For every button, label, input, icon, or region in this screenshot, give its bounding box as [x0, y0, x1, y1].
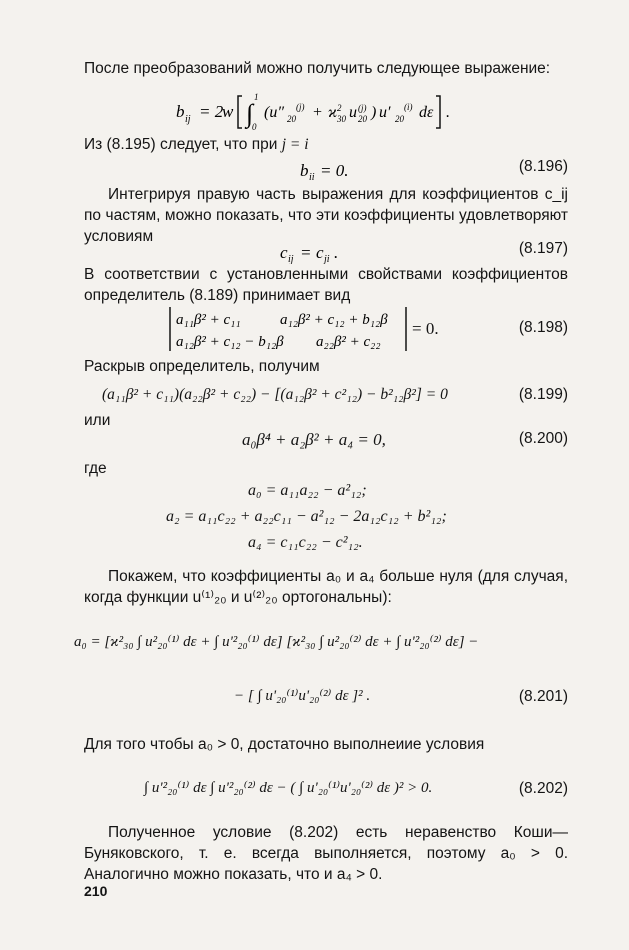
equation-8-197 — [84, 240, 568, 264]
svg-text:=: = — [300, 243, 312, 262]
svg-text:20: 20 — [287, 114, 296, 124]
equation-8-202 — [84, 766, 568, 812]
page-number: 210 — [84, 883, 108, 899]
svg-text:ϰ: ϰ — [328, 104, 337, 121]
paragraph-intro: После преобразований можно получить следующее выражение: — [84, 60, 551, 77]
svg-text:c: c — [280, 243, 288, 262]
svg-text:30: 30 — [337, 114, 346, 124]
svg-text:ii: ii — [309, 172, 315, 182]
equation-8-199-body: (a₁₁β² + c₁₁)(a₂₂β² + c₂₂) − [(a₁₂β² + c²₁₂) − b²₁₂β²] = 0 — [102, 386, 448, 403]
determinant-graphic — [84, 306, 568, 352]
svg-text:= 2: = 2 — [199, 102, 224, 121]
definition-a2-body: a₂ = a₁₁c₂₂ + a₂₂c₁₁ − a²₁₂ − 2a₁₂c₁₂ + b²₁₂; — [166, 508, 447, 525]
svg-text:20: 20 — [395, 114, 404, 124]
svg-text:∫: ∫ — [246, 99, 254, 128]
svg-text:(i): (i) — [404, 102, 413, 112]
svg-text:1: 1 — [254, 92, 259, 102]
equation-8-202-body: ∫ u'²₂₀⁽¹⁾ dε ∫ u'²₂₀⁽²⁾ dε − ( ∫ u'₂₀⁽¹⁾u'₂₀⁽²⁾ dε )² > 0. — [144, 780, 433, 796]
equation-number-8-198: (8.198) — [518, 319, 568, 336]
equation-number-8-199: (8.199) — [518, 386, 568, 403]
svg-text:= 0.: = 0. — [320, 161, 349, 180]
svg-text:ji: ji — [324, 254, 330, 264]
svg-text:b: b — [300, 161, 309, 180]
equation-number-8-202: (8.202) — [518, 780, 568, 797]
svg-text:+: + — [312, 104, 323, 121]
determinant-rhs: = 0. — [412, 319, 439, 338]
equation-8-198 — [84, 306, 568, 352]
equation-number-8-197: (8.197) — [518, 240, 568, 257]
svg-text:w: w — [222, 102, 234, 121]
paragraph-from-8-195 — [84, 134, 568, 155]
svg-text:(j): (j) — [358, 103, 367, 113]
equation-number-8-196: (8.196) — [518, 158, 568, 175]
paragraph-determinant-intro: В соответствии с установленными свойствами коэффициентов определитель (8.189) принимает вид — [84, 266, 568, 304]
paragraph-expand-determinant: Раскрыв определитель, получим — [84, 358, 320, 375]
svg-text:2: 2 — [337, 103, 342, 113]
paragraph-show-coefficients: Покажем, что коэффициенты a₀ и a₄ больше нуля (для случая, когда функции u⁽¹⁾₂₀ и u⁽²⁾₂₀ ортогональны): — [84, 568, 568, 606]
equation-8-199 — [84, 386, 568, 410]
equation-8-197-graphic — [84, 240, 484, 264]
svg-text:a₁₁β² + c₁₁: a₁₁β² + c₁₁ — [176, 312, 241, 328]
svg-text:c: c — [316, 243, 324, 262]
equation-8-196 — [84, 158, 568, 182]
svg-text:ij: ij — [185, 114, 191, 125]
paragraph-condition: Для того чтобы a₀ > 0, достаточно выполнеиие условия — [84, 736, 485, 753]
paragraph-cauchy: Полученное условие (8.202) есть неравенство Коши—Буняковского, т. е. всегда выполняется, поэтому a₀ > 0. Аналогично можно показать, что и a₄ > 0. — [84, 824, 568, 883]
equation-number-8-201: (8.201) — [518, 688, 568, 705]
definition-a0-body: a₀ = a₁₁a₂₂ − a²₁₂; — [248, 482, 367, 499]
svg-text:.: . — [334, 243, 339, 262]
condition-j-equals-i: j = i — [281, 136, 309, 153]
equation-8-200-body: a₀β⁴ + a₂β² + a₄ = 0, — [242, 430, 386, 449]
svg-text:dε: dε — [419, 104, 434, 121]
word-where: где — [84, 460, 107, 477]
svg-text:a₂₂β² + c₂₂: a₂₂β² + c₂₂ — [316, 334, 381, 350]
svg-text:b: b — [176, 102, 185, 121]
svg-text:ij: ij — [288, 254, 294, 264]
equation-8-200 — [84, 430, 568, 454]
svg-text:(j): (j) — [296, 102, 305, 112]
equation-b-ij-graphic — [84, 92, 568, 132]
equation-b-ij — [84, 92, 568, 132]
svg-text:u′: u′ — [379, 104, 391, 121]
equation-8-201-line-1-body: a₀ = [ϰ²₃₀ ∫ u²₂₀⁽¹⁾ dε + ∫ u'²₂₀⁽¹⁾ dε] [ϰ²₃₀ ∫ u²₂₀⁽²⁾ dε + ∫ u'²₂₀⁽²⁾ dε] − — [74, 634, 479, 650]
svg-text:0: 0 — [252, 122, 257, 132]
svg-text:20: 20 — [358, 114, 367, 124]
paragraph-integrating: Интегрируя правую часть выражения для коэффициентов c_ij по частям, можно показать, что эти коэффициенты удовлетворяют условиям — [84, 186, 568, 245]
paragraph-from-8-195-text: Из (8.195) следует, что при — [84, 136, 278, 153]
word-or: или — [84, 412, 111, 429]
definition-a4 — [84, 534, 568, 558]
definition-a0 — [84, 482, 568, 506]
equation-8-201-line-1 — [74, 620, 568, 664]
equation-8-201-line-2 — [84, 680, 568, 720]
svg-text:a₁₂β² + c₁₂ + b₁₂β: a₁₂β² + c₁₂ + b₁₂β — [280, 312, 388, 328]
svg-text:u: u — [349, 104, 357, 121]
equation-number-8-200: (8.200) — [518, 430, 568, 447]
equation-8-201-line-2-body: − [ ∫ u'₂₀⁽¹⁾u'₂₀⁽²⁾ dε ]² . — [234, 688, 371, 704]
definition-a2 — [84, 508, 568, 532]
definition-a4-body: a₄ = c₁₁c₂₂ − c²₁₂. — [248, 534, 363, 551]
svg-text:a₁₂β² + c₁₂ − b₁₂β: a₁₂β² + c₁₂ − b₁₂β — [176, 334, 284, 350]
svg-text:): ) — [371, 104, 377, 121]
svg-text:(u″: (u″ — [264, 104, 284, 121]
equation-8-196-graphic — [84, 158, 484, 182]
svg-text:.: . — [446, 104, 450, 121]
